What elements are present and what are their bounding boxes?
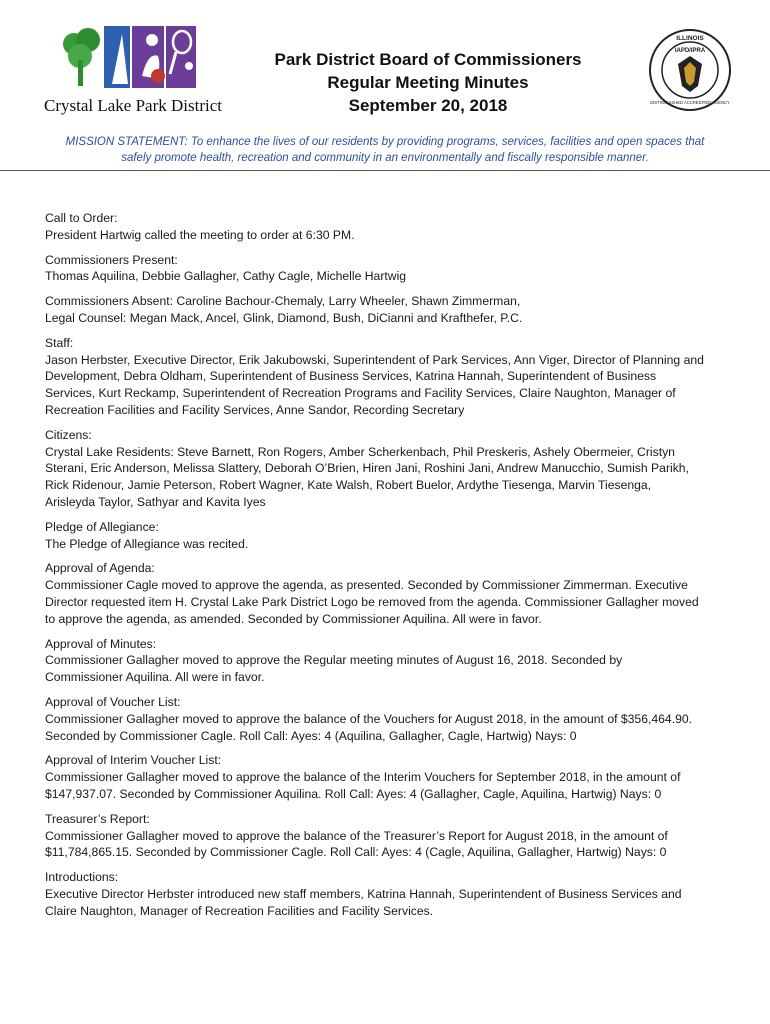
section-line: $11,784,865.15. Seconded by Commissioner Cagle. Roll Call: Ayes: 4 (Cagle, Aquilina, Gallagher, Hartwig) Nays: 0: [45, 845, 667, 860]
title-line-3: September 20, 2018: [348, 96, 508, 115]
minutes-section: [45, 252, 735, 286]
title-line-2: Regular Meeting Minutes: [327, 73, 529, 92]
section-heading: Approval of Minutes:: [45, 636, 157, 651]
section-line: Commissioner Cagle moved to approve the agenda, as presented. Seconded by Commissioner Zimmerman. Executive: [45, 578, 688, 593]
minutes-section: [45, 210, 735, 244]
section-line: Commissioner Gallagher moved to approve the Regular meeting minutes of August 16, 2018. Seconded by: [45, 653, 623, 668]
minutes-section: [45, 869, 735, 919]
section-line: Services, Kurt Reckamp, Superintendent of Recreation Programs and Facility Services, Claire Naughton, Manager of: [45, 386, 676, 401]
minutes-section: [45, 427, 735, 511]
section-line: Executive Director Herbster introduced new staff members, Katrina Hannah, Superintendent of Business Services and: [45, 886, 682, 901]
section-heading: Citizens:: [45, 427, 92, 442]
mission-statement: [40, 134, 730, 166]
section-line: Recreation Facilities and Facility Services, Anne Sandor, Recording Secretary: [45, 402, 465, 417]
section-line: Commissioner Aquilina. All were in favor.: [45, 670, 265, 685]
section-line: to approve the agenda, as amended. Seconded by Commissioner Aquilina. All were in favor.: [45, 611, 542, 626]
section-line: Director requested item H. Crystal Lake Park District Logo be removed from the agenda. Commissioner Gallagher moved: [45, 594, 699, 609]
section-heading: Approval of Interim Voucher List:: [45, 753, 222, 768]
section-line: $147,937.07. Seconded by Commissioner Aquilina. Roll Call: Ayes: 4 (Gallagher, Cagle, Aquilina, Hartwig) Nays: 0: [45, 786, 662, 801]
section-line: Commissioner Gallagher moved to approve the balance of the Interim Vouchers for September 2018, in the amount of: [45, 770, 681, 785]
seal-mid-text: IAPD/IPRA: [674, 48, 706, 54]
park-district-logo-icon: [62, 26, 202, 96]
minutes-section: [45, 811, 735, 861]
header-divider: [0, 170, 770, 171]
minutes-section: [45, 694, 735, 744]
seal-top-text: ILLINOIS: [676, 35, 704, 42]
minutes-section: [45, 335, 735, 419]
section-line: Development, Debra Oldham, Superintendent of Business Services, Katrina Hannah, Superintendent of Business: [45, 369, 657, 384]
section-heading: Commissioners Present:: [45, 252, 178, 267]
section-line: Legal Counsel: Megan Mack, Ancel, Glink, Diamond, Bush, DiCianni and Krafthefer, P.C.: [45, 310, 523, 325]
section-heading: Call to Order:: [45, 211, 118, 225]
page-title: [228, 48, 628, 117]
accreditation-seal-icon: [648, 28, 732, 112]
minutes-section: [45, 293, 735, 327]
minutes-section: [45, 636, 735, 686]
org-name: Crystal Lake Park District: [44, 96, 222, 115]
section-line: Sterani, Eric Anderson, Melissa Slattery, Deborah O’Brien, Hiren Jani, Roshini Jani, Andrew Manucchio, Sumish Parikh,: [45, 461, 689, 476]
section-line: President Hartwig called the meeting to order at 6:30 PM.: [45, 227, 355, 242]
section-line: Commissioner Gallagher moved to approve the balance of the Treasurer’s Report for August 2018, in the amount of: [45, 828, 668, 843]
section-line: Claire Naughton, Manager of Recreation Facilities and Facility Services.: [45, 903, 434, 918]
section-line: The Pledge of Allegiance was recited.: [45, 536, 249, 551]
section-line: Crystal Lake Residents: Steve Barnett, Ron Rogers, Amber Scherkenbach, Phil Preskeris, Ashely Obermeier, Cristyn: [45, 444, 675, 459]
section-heading: Approval of Agenda:: [45, 561, 155, 576]
mission-line-1: MISSION STATEMENT: To enhance the lives of our residents by providing programs, services, facilities and open spaces that: [65, 136, 705, 148]
section-heading: Introductions:: [45, 870, 119, 885]
section-heading: Approval of Voucher List:: [45, 694, 181, 709]
mission-line-2: safely promote health, recreation and community in an environmentally and fiscally responsible manner.: [121, 152, 649, 164]
minutes-section: [45, 519, 735, 553]
section-line: Thomas Aquilina, Debbie Gallagher, Cathy Cagle, Michelle Hartwig: [45, 269, 407, 284]
minutes-section: [45, 560, 735, 627]
section-line: Seconded by Commissioner Cagle. Roll Call: Ayes: 4 (Aquilina, Gallagher, Cagle, Hartwig) Nays: 0: [45, 728, 577, 743]
section-heading: Treasurer’s Report:: [45, 811, 150, 826]
section-line: Arisleyda Taylor, Sathyar and Kavita Iyes: [45, 494, 266, 509]
park-district-logo: [44, 26, 220, 122]
section-line: Commissioner Gallagher moved to approve the balance of the Vouchers for August 2018, in the amount of $356,464.90.: [45, 711, 693, 726]
section-heading: Staff:: [45, 335, 74, 350]
document-header: [0, 0, 770, 130]
minutes-section: [45, 752, 735, 802]
section-heading: Commissioners Absent: Caroline Bachour-Chemaly, Larry Wheeler, Shawn Zimmerman,: [45, 294, 521, 309]
section-heading: Pledge of Allegiance:: [45, 519, 159, 534]
title-line-1: Park District Board of Commissioners: [274, 50, 582, 69]
minutes-body: [45, 210, 735, 927]
section-line: Rick Ridenour, Jamie Peterson, Robert Wagner, Kate Walsh, Robert Buelor, Ardythe Tiesenga, Marvin Tiesenga,: [45, 478, 652, 493]
section-line: Jason Herbster, Executive Director, Erik Jakubowski, Superintendent of Park Services, Ann Viger, Director of Planning and: [45, 352, 704, 367]
seal-ring-text: DISTINGUISHED ACCREDITED AGENCY: [650, 100, 730, 105]
